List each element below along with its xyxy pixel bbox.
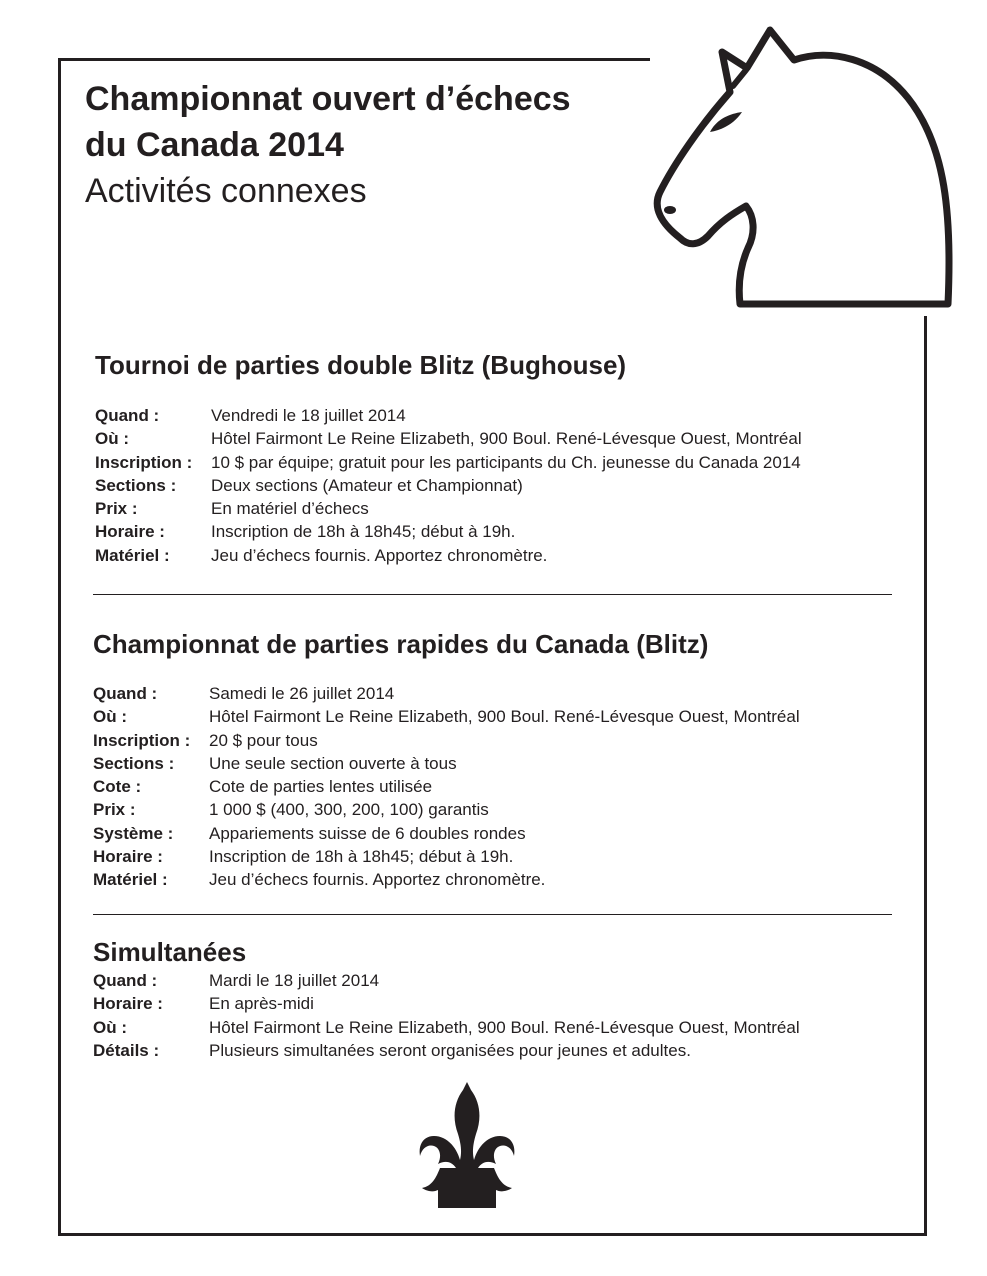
detail-row (93, 729, 923, 752)
detail-value: 10 $ par équipe; gratuit pour les participants du Ch. jeunesse du Canada 2014 (211, 452, 801, 472)
detail-label: Horaire : (95, 522, 165, 542)
detail-label: Horaire : (93, 847, 163, 867)
detail-row (93, 1039, 923, 1062)
detail-value: Deux sections (Amateur et Championnat) (211, 475, 523, 495)
detail-label: Système : (93, 823, 174, 843)
detail-value: Hôtel Fairmont Le Reine Elizabeth, 900 Boul. René-Lévesque Ouest, Montréal (209, 707, 800, 727)
detail-value: Inscription de 18h à 18h45; début à 19h. (211, 522, 516, 542)
detail-row (93, 822, 923, 845)
detail-row (93, 969, 923, 992)
detail-value: Hôtel Fairmont Le Reine Elizabeth, 900 Boul. René-Lévesque Ouest, Montréal (209, 1017, 800, 1037)
detail-value: En matériel d’échecs (211, 499, 369, 519)
page-title-line1: Championnat ouvert d’échecs (85, 80, 571, 118)
section-heading: Tournoi de parties double Blitz (Bughouse) (95, 350, 627, 380)
detail-label: Prix : (93, 800, 136, 820)
detail-value: Une seule section ouverte à tous (209, 753, 457, 773)
section-bughouse (95, 348, 925, 567)
detail-row (93, 752, 923, 775)
page-title-line2: du Canada 2014 (85, 126, 344, 164)
detail-row (93, 775, 923, 798)
detail-value: Vendredi le 18 juillet 2014 (211, 406, 406, 425)
fleur-de-lis-icon (416, 1082, 518, 1212)
detail-row (95, 520, 925, 543)
detail-label: Quand : (93, 684, 158, 703)
detail-label: Détails : (93, 1040, 160, 1060)
detail-label: Matériel : (95, 545, 170, 565)
section-divider (93, 914, 892, 915)
page-subtitle: Activités connexes (85, 172, 367, 210)
detail-value: Hôtel Fairmont Le Reine Elizabeth, 900 Boul. René-Lévesque Ouest, Montréal (211, 429, 802, 449)
detail-label: Cote : (93, 777, 142, 797)
detail-value: Plusieurs simultanées seront organisées pour jeunes et adultes. (209, 1040, 691, 1060)
detail-label: Matériel : (93, 870, 168, 890)
title-block (85, 76, 571, 214)
detail-row (95, 544, 925, 567)
detail-value: En après-midi (209, 994, 314, 1014)
section-heading: Simultanées (93, 937, 247, 967)
detail-row (93, 705, 923, 728)
section-simultanees (93, 935, 923, 1062)
detail-row (95, 451, 925, 474)
detail-label: Sections : (93, 753, 175, 773)
detail-value: Mardi le 18 juillet 2014 (209, 971, 380, 990)
detail-row (93, 845, 923, 868)
detail-label: Quand : (95, 406, 160, 425)
detail-value: 1 000 $ (400, 300, 200, 100) garantis (209, 800, 489, 820)
detail-label: Prix : (95, 499, 138, 519)
detail-value: Jeu d’échecs fournis. Apportez chronomètre. (211, 545, 548, 565)
detail-value: 20 $ pour tous (209, 730, 318, 750)
section-divider (93, 594, 892, 595)
detail-row (95, 474, 925, 497)
detail-value: Appariements suisse de 6 doubles rondes (209, 823, 526, 843)
detail-label: Sections : (95, 475, 177, 495)
detail-row (95, 404, 925, 427)
detail-label: Quand : (93, 971, 158, 990)
detail-label: Où : (95, 429, 129, 449)
detail-label: Où : (93, 1017, 127, 1037)
detail-value: Jeu d’échecs fournis. Apportez chronomètre. (209, 870, 546, 890)
detail-label: Inscription : (95, 452, 193, 472)
detail-value: Cote de parties lentes utilisée (209, 777, 433, 797)
section-blitz (93, 627, 923, 892)
detail-label: Horaire : (93, 994, 163, 1014)
detail-row (95, 497, 925, 520)
detail-row (93, 1016, 923, 1039)
detail-label: Où : (93, 707, 127, 727)
detail-row (93, 682, 923, 705)
detail-value: Inscription de 18h à 18h45; début à 19h. (209, 847, 514, 867)
detail-row (93, 798, 923, 821)
detail-row (93, 868, 923, 891)
detail-label: Inscription : (93, 730, 191, 750)
chess-knight-icon (650, 16, 960, 316)
section-heading: Championnat de parties rapides du Canada (Blitz) (93, 629, 709, 659)
detail-row (93, 992, 923, 1015)
detail-value: Samedi le 26 juillet 2014 (209, 684, 395, 703)
detail-row (95, 427, 925, 450)
